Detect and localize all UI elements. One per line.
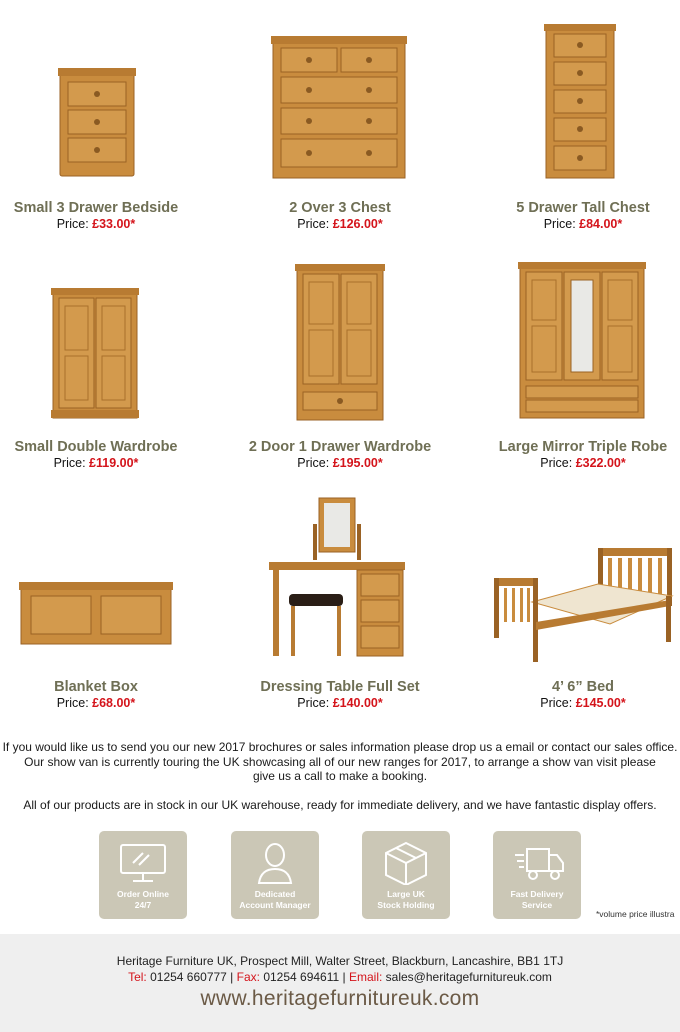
product-name[interactable]: Dressing Table Full Set xyxy=(260,679,420,695)
footer-contact: Tel: 01254 660777 | Fax: 01254 694611 | Email: sales@heritagefurnitureuk.com xyxy=(128,970,552,984)
feature-label: Dedicated Account Manager xyxy=(239,889,311,910)
bedside-image[interactable] xyxy=(0,60,209,180)
chest-image[interactable] xyxy=(227,30,453,182)
person-icon xyxy=(251,841,299,885)
product-name[interactable]: Small Double Wardrobe xyxy=(14,439,178,455)
price-value: £68.00* xyxy=(92,696,136,710)
product-name[interactable]: 2 Over 3 Chest xyxy=(289,200,391,216)
product-price xyxy=(470,456,680,470)
product-name[interactable]: 5 Drawer Tall Chest xyxy=(516,200,650,216)
price-value: £140.00* xyxy=(332,696,383,710)
blanket-box-image[interactable] xyxy=(0,578,209,648)
dressing-table-image[interactable] xyxy=(227,494,453,660)
triple-robe-image[interactable] xyxy=(470,258,680,422)
info-line: give us a call to make a booking. xyxy=(252,769,428,783)
product-name[interactable]: 4’ 6” Bed xyxy=(551,679,615,695)
product-name[interactable]: Blanket Box xyxy=(54,679,138,695)
feature-tile-account-manager xyxy=(231,831,319,919)
price-label: Price: xyxy=(297,217,330,231)
price-label: Price: xyxy=(56,217,89,231)
price-label: Price: xyxy=(297,456,330,470)
price-label: Price: xyxy=(540,456,573,470)
door-drawer-wardrobe-image[interactable] xyxy=(227,260,453,422)
price-footnote: *volume price illustra xyxy=(596,909,675,919)
email-link[interactable]: sales@heritagefurnitureuk.com xyxy=(385,970,552,984)
small-wardrobe-image[interactable] xyxy=(0,284,209,422)
price-value: £145.00* xyxy=(575,696,626,710)
stock-line: All of our products are in stock in our UK warehouse, ready for immediate delivery, and we have fantastic display offers. xyxy=(23,798,657,812)
product-price xyxy=(0,217,209,231)
price-value: £126.00* xyxy=(332,217,383,231)
fax-label: Fax: xyxy=(236,970,260,984)
website-link[interactable]: www.heritagefurnitureuk.com xyxy=(200,987,480,1010)
product-name[interactable]: 2 Door 1 Drawer Wardrobe xyxy=(248,439,432,455)
feature-tile-fast-delivery xyxy=(493,831,581,919)
price-value: £322.00* xyxy=(575,456,626,470)
truck-icon xyxy=(513,841,565,885)
price-label: Price: xyxy=(56,696,89,710)
feature-label: Fast Delivery Service xyxy=(510,889,564,910)
product-price xyxy=(470,217,680,231)
product-price xyxy=(470,696,680,710)
tel-number[interactable]: 01254 660777 xyxy=(150,970,227,984)
feature-tile-order-online xyxy=(99,831,187,919)
price-value: £33.00* xyxy=(92,217,136,231)
tel-label: Tel: xyxy=(128,970,147,984)
fax-number: 01254 694611 xyxy=(263,970,340,984)
product-price xyxy=(0,456,209,470)
price-label: Price: xyxy=(540,696,573,710)
feature-label: Large UK Stock Holding xyxy=(377,889,435,910)
box-icon xyxy=(382,841,430,885)
monitor-icon xyxy=(119,841,167,885)
info-line: Our show van is currently touring the UK showcasing all of our new ranges for 2017, to arrange a show van visit please xyxy=(24,755,656,769)
price-label: Price: xyxy=(297,696,330,710)
footer xyxy=(0,934,680,1032)
feature-tile-stock-holding xyxy=(362,831,450,919)
product-price xyxy=(227,456,453,470)
product-price xyxy=(227,217,453,231)
product-price xyxy=(227,696,453,710)
product-name[interactable]: Small 3 Drawer Bedside xyxy=(13,200,179,216)
email-label: Email: xyxy=(348,970,383,984)
product-name[interactable]: Large Mirror Triple Robe xyxy=(498,439,668,455)
price-value: £119.00* xyxy=(89,456,139,470)
price-value: £84.00* xyxy=(579,217,623,231)
product-price xyxy=(0,696,209,710)
price-label: Price: xyxy=(543,217,576,231)
tall-chest-image[interactable] xyxy=(470,20,680,180)
footer-address: Heritage Furniture UK, Prospect Mill, Walter Street, Blackburn, Lancashire, BB1 1TJ xyxy=(116,954,564,968)
price-value: £195.00* xyxy=(332,456,383,470)
feature-label: Order Online 24/7 xyxy=(117,889,169,910)
bed-image[interactable] xyxy=(470,544,680,664)
info-line: If you would like us to send you our new 2017 brochures or sales information please drop us a email or contact our sales office. xyxy=(2,740,678,754)
price-label: Price: xyxy=(53,456,86,470)
